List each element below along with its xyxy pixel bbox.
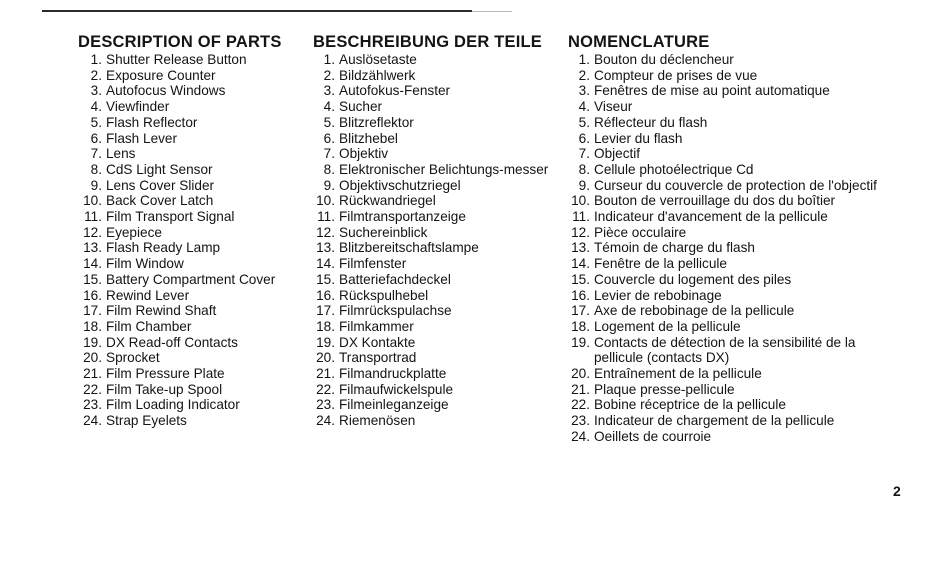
list-item bbox=[568, 131, 908, 147]
item-number: 4. bbox=[578, 99, 590, 115]
item-number: 22. bbox=[83, 381, 102, 397]
item-number: 18. bbox=[316, 318, 335, 334]
item-number: 3. bbox=[578, 83, 590, 99]
item-text: Film Rewind Shaft bbox=[106, 303, 217, 319]
item-number: 11. bbox=[84, 209, 102, 225]
item-text: Fenêtres de mise au point automatique bbox=[594, 83, 830, 99]
item-number: 19. bbox=[83, 334, 102, 350]
heading-french: NOMENCLATURE bbox=[568, 33, 710, 51]
item-text: Témoin de charge du flash bbox=[594, 240, 755, 256]
list-item bbox=[568, 397, 908, 413]
item-number: 19. bbox=[316, 334, 335, 350]
item-number: 1. bbox=[578, 52, 590, 67]
item-number: 15. bbox=[571, 271, 590, 287]
item-number: 10. bbox=[83, 193, 102, 209]
column-german bbox=[313, 32, 565, 429]
item-text: Rückwandriegel bbox=[339, 193, 436, 209]
item-text: Indicateur de chargement de la pellicule bbox=[594, 413, 835, 429]
list-item bbox=[313, 288, 565, 304]
item-text: Film Chamber bbox=[106, 318, 192, 334]
list-item bbox=[78, 382, 306, 398]
item-number: 15. bbox=[83, 271, 102, 287]
list-item bbox=[568, 99, 908, 115]
item-text: Blitzhebel bbox=[339, 130, 398, 146]
item-number: 16. bbox=[83, 287, 102, 303]
item-number: 13. bbox=[83, 240, 102, 256]
item-number: 22. bbox=[571, 397, 590, 413]
list-item bbox=[568, 83, 908, 99]
item-text: CdS Light Sensor bbox=[106, 161, 213, 177]
column-english bbox=[78, 32, 306, 429]
list-item bbox=[568, 366, 908, 382]
item-text: Viewfinder bbox=[106, 99, 170, 115]
item-number: 23. bbox=[571, 413, 590, 429]
item-number: 23. bbox=[83, 397, 102, 413]
item-number: 2. bbox=[578, 67, 590, 83]
list-item bbox=[313, 303, 565, 319]
list-item bbox=[78, 303, 306, 319]
list-item bbox=[78, 83, 306, 99]
item-number: 20. bbox=[83, 350, 102, 366]
list-item bbox=[568, 162, 908, 178]
item-text: Objektiv bbox=[339, 146, 389, 162]
item-number: 17. bbox=[83, 303, 102, 319]
item-number: 8. bbox=[578, 161, 590, 177]
item-number: 10. bbox=[316, 193, 335, 209]
list-item bbox=[78, 256, 306, 272]
item-text: Elektronischer Belichtungs-messer bbox=[339, 161, 549, 177]
item-number: 7. bbox=[90, 146, 102, 162]
heading-german: BESCHREIBUNG DER TEILE bbox=[313, 33, 543, 51]
item-number: 9. bbox=[90, 177, 102, 193]
item-text: Cellule photoélectrique Cd bbox=[594, 161, 754, 177]
item-number: 7. bbox=[578, 146, 590, 162]
item-number: 18. bbox=[83, 318, 102, 334]
item-text: Film Transport Signal bbox=[106, 209, 235, 225]
list-item bbox=[78, 225, 306, 241]
item-number: 24. bbox=[83, 413, 102, 429]
list-item bbox=[568, 209, 908, 225]
list-item bbox=[313, 162, 565, 178]
item-text: Filmrückspulachse bbox=[339, 303, 452, 319]
list-item bbox=[313, 366, 565, 382]
item-text: Viseur bbox=[594, 99, 633, 115]
item-number: 17. bbox=[316, 303, 335, 319]
list-item bbox=[568, 335, 908, 366]
list-item bbox=[313, 413, 565, 429]
item-text: Axe de rebobinage de la pellicule bbox=[594, 303, 795, 319]
list-item bbox=[78, 397, 306, 413]
list-item bbox=[78, 240, 306, 256]
item-text: DX Read-off Contacts bbox=[106, 334, 238, 350]
list-item bbox=[313, 146, 565, 162]
item-text: Autofocus Windows bbox=[106, 83, 226, 99]
list-item bbox=[313, 131, 565, 147]
item-text: Pièce occulaire bbox=[594, 224, 687, 240]
item-text: Back Cover Latch bbox=[106, 193, 214, 209]
list-item bbox=[78, 335, 306, 351]
top-rule bbox=[42, 10, 472, 12]
list-item bbox=[313, 178, 565, 194]
list-item bbox=[568, 429, 908, 445]
item-text: Levier de rebobinage bbox=[594, 287, 722, 303]
heading-english: DESCRIPTION OF PARTS bbox=[78, 33, 282, 51]
item-number: 12. bbox=[83, 224, 102, 240]
item-text: Film Window bbox=[106, 256, 184, 272]
list-item bbox=[568, 303, 908, 319]
item-text: Lens Cover Slider bbox=[106, 177, 215, 193]
list-item bbox=[313, 193, 565, 209]
item-text: Oeillets de courroie bbox=[594, 428, 712, 444]
list-item bbox=[568, 272, 908, 288]
item-text: Exposure Counter bbox=[106, 67, 216, 83]
list-item bbox=[568, 413, 908, 429]
item-number: 10. bbox=[571, 193, 590, 209]
list-item bbox=[313, 397, 565, 413]
item-text: Filmfenster bbox=[339, 256, 407, 272]
list-item bbox=[313, 350, 565, 366]
list-item bbox=[78, 413, 306, 429]
item-text: Blitzbereitschaftslampe bbox=[339, 240, 479, 256]
list-item bbox=[78, 146, 306, 162]
list-item bbox=[78, 350, 306, 366]
item-number: 8. bbox=[323, 161, 335, 177]
item-number: 2. bbox=[323, 67, 335, 83]
item-number: 6. bbox=[578, 130, 590, 146]
list-item bbox=[78, 162, 306, 178]
item-text: Transportrad bbox=[339, 350, 417, 366]
item-text: Réflecteur du flash bbox=[594, 114, 708, 130]
list-item bbox=[568, 240, 908, 256]
item-number: 20. bbox=[316, 350, 335, 366]
list-item bbox=[568, 115, 908, 131]
list-item bbox=[313, 68, 565, 84]
item-text: Flash Ready Lamp bbox=[106, 240, 221, 256]
item-number: 19. bbox=[571, 334, 590, 350]
list-item bbox=[313, 115, 565, 131]
item-number: 20. bbox=[571, 366, 590, 382]
item-number: 5. bbox=[90, 114, 102, 130]
list-item bbox=[313, 319, 565, 335]
item-text: Compteur de prises de vue bbox=[594, 67, 758, 83]
item-text: Flash Lever bbox=[106, 130, 178, 146]
list-item bbox=[313, 83, 565, 99]
item-text: Couvercle du logement des piles bbox=[594, 271, 792, 287]
item-number: 8. bbox=[90, 161, 102, 177]
item-text: Objectif bbox=[594, 146, 641, 162]
item-text: Sprocket bbox=[106, 350, 160, 366]
item-text: Filmkammer bbox=[339, 318, 414, 334]
list-item bbox=[78, 319, 306, 335]
list-item bbox=[568, 225, 908, 241]
item-text: Bobine réceptrice de la pellicule bbox=[594, 397, 786, 413]
item-number: 3. bbox=[323, 83, 335, 99]
list-item bbox=[78, 99, 306, 115]
list-item bbox=[568, 52, 908, 68]
item-text: Bildzählwerk bbox=[339, 67, 416, 83]
item-text: Suchereinblick bbox=[339, 224, 428, 240]
list-item bbox=[78, 68, 306, 84]
item-text: Logement de la pellicule bbox=[594, 318, 741, 334]
list-item bbox=[313, 240, 565, 256]
list-item bbox=[78, 366, 306, 382]
item-text: Contacts de détection de la sensibilité de la pellicule (contacts DX) bbox=[594, 334, 856, 366]
item-text: Batteriefachdeckel bbox=[339, 271, 451, 287]
list-item bbox=[568, 319, 908, 335]
parts-list-french bbox=[568, 52, 908, 445]
item-text: Filmtransportanzeige bbox=[339, 209, 466, 225]
item-text: Film Pressure Plate bbox=[106, 366, 225, 382]
item-number: 15. bbox=[316, 271, 335, 287]
item-number: 3. bbox=[90, 83, 102, 99]
item-number: 23. bbox=[316, 397, 335, 413]
item-text: Plaque presse-pellicule bbox=[594, 381, 735, 397]
item-text: Shutter Release Button bbox=[106, 52, 247, 67]
item-text: Film Loading Indicator bbox=[106, 397, 240, 413]
item-number: 5. bbox=[323, 114, 335, 130]
item-number: 9. bbox=[578, 177, 590, 193]
item-text: Lens bbox=[106, 146, 136, 162]
item-number: 22. bbox=[316, 381, 335, 397]
item-number: 14. bbox=[83, 256, 102, 272]
list-item bbox=[568, 146, 908, 162]
item-text: Riemenösen bbox=[339, 413, 416, 429]
item-text: Filmeinleganzeige bbox=[339, 397, 449, 413]
list-item bbox=[78, 115, 306, 131]
top-rule-faint bbox=[472, 11, 512, 12]
list-item bbox=[568, 193, 908, 209]
item-text: Objektivschutzriegel bbox=[339, 177, 461, 193]
item-number: 13. bbox=[316, 240, 335, 256]
item-number: 18. bbox=[571, 318, 590, 334]
item-number: 7. bbox=[323, 146, 335, 162]
item-text: Film Take-up Spool bbox=[106, 381, 223, 397]
item-text: Rewind Lever bbox=[106, 287, 190, 303]
item-number: 14. bbox=[316, 256, 335, 272]
item-number: 1. bbox=[323, 52, 335, 67]
item-number: 4. bbox=[90, 99, 102, 115]
item-text: Rückspulhebel bbox=[339, 287, 429, 303]
item-text: Filmandruckplatte bbox=[339, 366, 447, 382]
item-number: 16. bbox=[316, 287, 335, 303]
item-number: 12. bbox=[571, 224, 590, 240]
list-item bbox=[78, 52, 306, 68]
item-text: Autofokus-Fenster bbox=[339, 83, 451, 99]
item-number: 21. bbox=[83, 366, 102, 382]
item-number: 6. bbox=[323, 130, 335, 146]
column-french bbox=[568, 32, 908, 445]
item-number: 24. bbox=[316, 413, 335, 429]
page-number: 2 bbox=[893, 483, 901, 499]
list-item bbox=[78, 193, 306, 209]
item-number: 11. bbox=[572, 209, 590, 225]
item-number: 2. bbox=[90, 67, 102, 83]
item-number: 5. bbox=[578, 114, 590, 130]
item-number: 16. bbox=[571, 287, 590, 303]
list-item bbox=[78, 178, 306, 194]
item-text: Bouton de verrouillage du dos du boîtier bbox=[594, 193, 836, 209]
parts-list-german bbox=[313, 52, 565, 429]
list-item bbox=[568, 178, 908, 194]
item-text: Strap Eyelets bbox=[106, 413, 187, 429]
item-number: 1. bbox=[90, 52, 102, 67]
list-item bbox=[78, 272, 306, 288]
item-text: Sucher bbox=[339, 99, 383, 115]
item-text: Filmaufwickelspule bbox=[339, 381, 454, 397]
list-item bbox=[78, 288, 306, 304]
item-text: Fenêtre de la pellicule bbox=[594, 256, 727, 272]
item-text: Entraînement de la pellicule bbox=[594, 366, 762, 382]
item-number: 14. bbox=[571, 256, 590, 272]
list-item bbox=[313, 225, 565, 241]
item-text: Bouton du déclencheur bbox=[594, 52, 734, 67]
item-text: Levier du flash bbox=[594, 130, 683, 146]
list-item bbox=[78, 131, 306, 147]
list-item bbox=[568, 68, 908, 84]
item-number: 4. bbox=[323, 99, 335, 115]
list-item bbox=[313, 52, 565, 68]
list-item bbox=[568, 382, 908, 398]
item-number: 12. bbox=[316, 224, 335, 240]
item-text: Flash Reflector bbox=[106, 114, 198, 130]
item-text: Eyepiece bbox=[106, 224, 162, 240]
item-number: 9. bbox=[323, 177, 335, 193]
item-number: 21. bbox=[571, 381, 590, 397]
list-item bbox=[313, 256, 565, 272]
list-item bbox=[313, 272, 565, 288]
item-number: 11. bbox=[317, 209, 335, 225]
list-item bbox=[568, 256, 908, 272]
list-item bbox=[313, 99, 565, 115]
item-text: Indicateur d'avancement de la pellicule bbox=[594, 209, 828, 225]
list-item bbox=[568, 288, 908, 304]
item-text: Battery Compartment Cover bbox=[106, 271, 276, 287]
list-item bbox=[313, 209, 565, 225]
item-text: Auslösetaste bbox=[339, 52, 417, 67]
list-item bbox=[313, 382, 565, 398]
item-number: 21. bbox=[316, 366, 335, 382]
item-number: 24. bbox=[571, 428, 590, 444]
item-number: 17. bbox=[571, 303, 590, 319]
item-number: 6. bbox=[90, 130, 102, 146]
list-item bbox=[313, 335, 565, 351]
item-number: 13. bbox=[571, 240, 590, 256]
item-text: DX Kontakte bbox=[339, 334, 416, 350]
list-item bbox=[78, 209, 306, 225]
parts-list-english bbox=[78, 52, 306, 429]
item-text: Curseur du couvercle de protection de l'objectif bbox=[594, 177, 877, 193]
item-text: Blitzreflektor bbox=[339, 114, 414, 130]
